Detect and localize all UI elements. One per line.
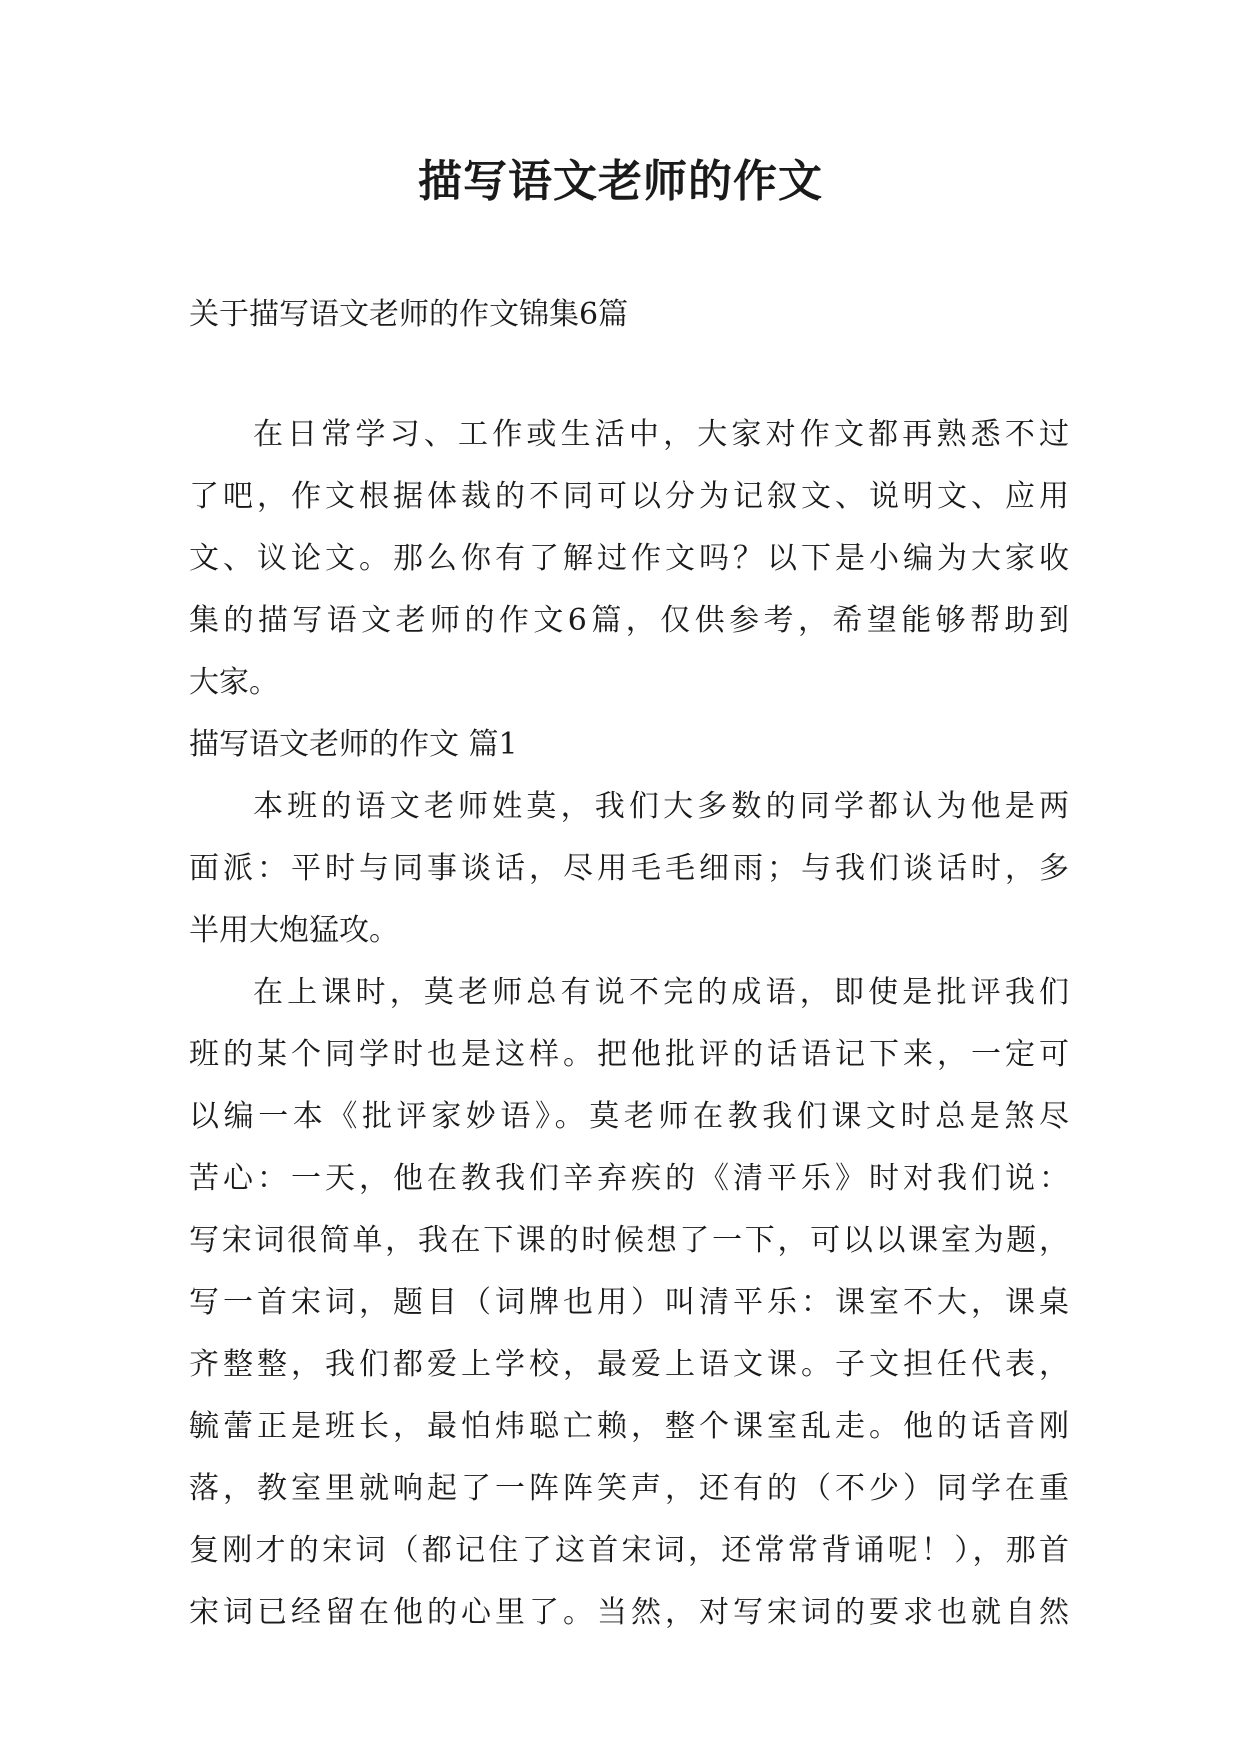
document-title: 描写语文老师的作文 (418, 156, 823, 207)
body-line: 写一首宋词，题目（词牌也用）叫清平乐：课室不大，课桌 (189, 1285, 1069, 1320)
body-line: 在上课时，莫老师总有说不完的成语，即使是批评我们 (253, 975, 1069, 1010)
body-line: 集的描写语文老师的作文6篇，仅供参考，希望能够帮助到 (189, 603, 1069, 638)
body-line: 面派：平时与同事谈话，尽用毛毛细雨；与我们谈话时，多 (189, 851, 1069, 886)
body-line: 班的某个同学时也是这样。把他批评的话语记下来，一定可 (189, 1037, 1069, 1072)
body-line: 落，教室里就响起了一阵阵笑声，还有的（不少）同学在重 (189, 1471, 1069, 1506)
body-line: 描写语文老师的作文 篇1 (189, 727, 518, 762)
body-line: 苦心：一天，他在教我们辛弃疾的《清平乐》时对我们说： (189, 1161, 1069, 1196)
document-body (189, 404, 1069, 1644)
body-line: 了吧，作文根据体裁的不同可以分为记叙文、说明文、应用 (189, 479, 1069, 514)
body-line: 写宋词很简单，我在下课的时候想了一下，可以以课室为题， (189, 1223, 1069, 1258)
body-line: 本班的语文老师姓莫，我们大多数的同学都认为他是两 (253, 789, 1069, 824)
body-line: 文、议论文。那么你有了解过作文吗？以下是小编为大家收 (189, 541, 1069, 576)
document-subtitle: 关于描写语文老师的作文锦集6篇 (189, 297, 629, 332)
body-line: 以编一本《批评家妙语》。莫老师在教我们课文时总是煞尽 (189, 1099, 1069, 1134)
body-line: 复刚才的宋词（都记住了这首宋词，还常常背诵呢！），那首 (189, 1533, 1069, 1568)
body-line: 宋词已经留在他的心里了。当然，对写宋词的要求也就自然 (189, 1595, 1069, 1630)
body-line: 毓蕾正是班长，最怕炜聪亡赖，整个课室乱走。他的话音刚 (189, 1409, 1069, 1444)
body-line: 齐整整，我们都爱上学校，最爱上语文课。子文担任代表， (189, 1347, 1069, 1382)
body-line: 半用大炮猛攻。 (189, 913, 399, 948)
body-line: 在日常学习、工作或生活中，大家对作文都再熟悉不过 (253, 417, 1069, 452)
body-line: 大家。 (189, 665, 279, 700)
